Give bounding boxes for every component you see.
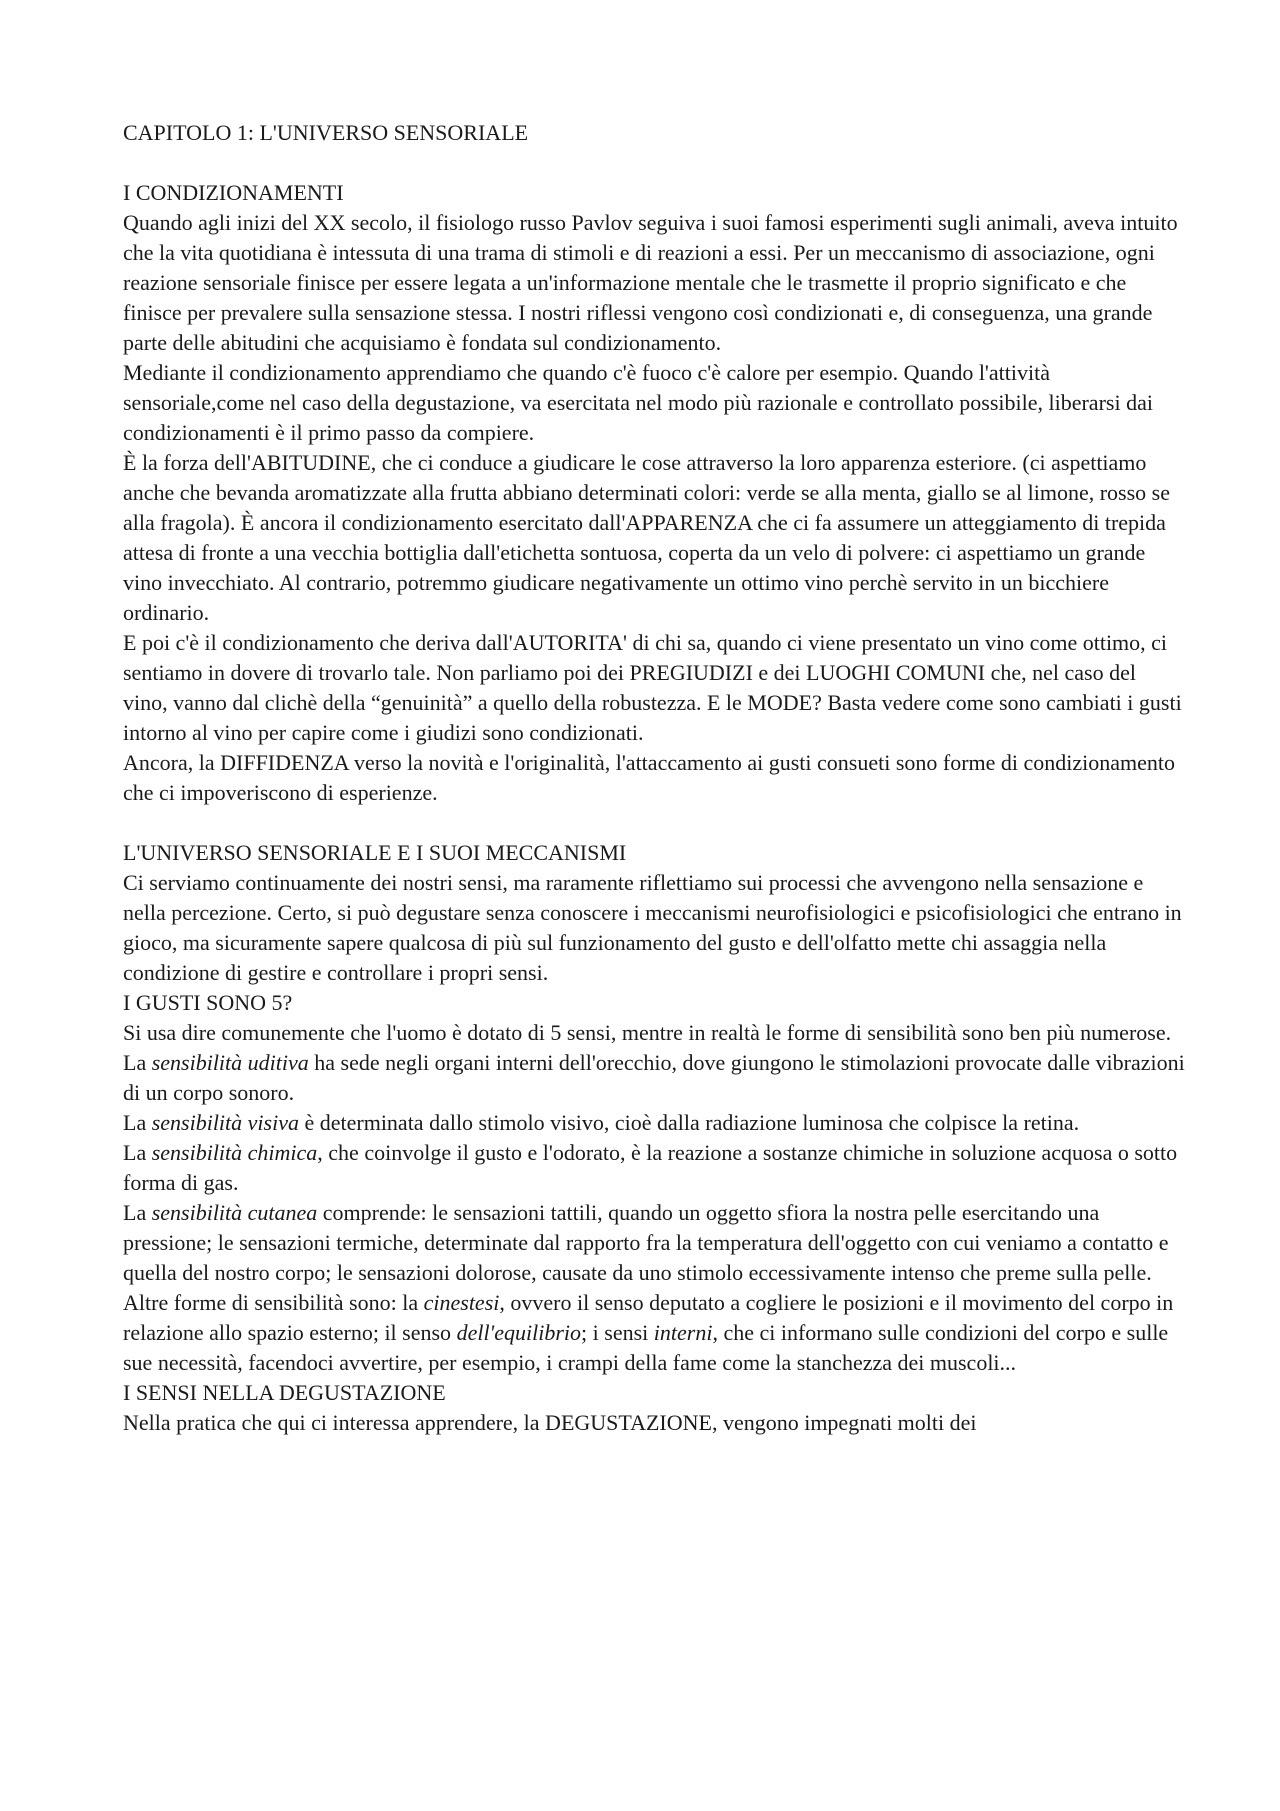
- section-heading-sensi-degustazione: I SENSI NELLA DEGUSTAZIONE: [123, 1380, 446, 1405]
- paragraph: Ci serviamo continuamente dei nostri sensi, ma raramente riflettiamo sui processi che avvengono nella sensazione e nella percezione. Certo, si può degustare senza conoscere i meccanismi neurofisiologici e psicofisiologici che entrano in gioco, ma sicuramente sapere qualcosa di più sul funzionamento del gusto e dell'olfatto mette chi assaggia nella condizione di gestire e controllare i propri sensi.: [123, 870, 1182, 985]
- text-span: , che ci informano sulle condizioni del corpo e sulle sue necessità, facendoci avvertire, per esempio, i crampi della fame come la stanchezza dei muscoli...: [123, 1320, 1169, 1375]
- document-page: [123, 118, 1185, 1438]
- paragraph-chimica: [123, 1138, 1185, 1198]
- paragraph: Si usa dire comunemente che l'uomo è dotato di 5 sensi, mentre in realtà le forme di sensibilità sono ben più numerose.: [123, 1020, 1172, 1045]
- paragraph-visiva: [123, 1108, 1185, 1138]
- term-italic: interni: [653, 1320, 713, 1345]
- paragraph-altre-forme: [123, 1288, 1185, 1378]
- text-span: La: [123, 1140, 152, 1165]
- text-span: La: [123, 1050, 152, 1075]
- text-span: La: [123, 1200, 152, 1225]
- text-span: La: [123, 1110, 152, 1135]
- term-italic: dell'equilibrio: [456, 1320, 582, 1345]
- paragraph: Quando agli inizi del XX secolo, il fisiologo russo Pavlov seguiva i suoi famosi esperimenti sugli animali, aveva intuito che la vita quotidiana è intessuta di una trama di stimoli e di reazioni a essi. Per un meccanismo di associazione, ogni reazione sensoriale finisce per essere legata a un'informazione mentale che le trasmette il proprio significato e che finisce per prevalere sulla sensazione stessa. I nostri riflessi vengono così condizionati e, di conseguenza, una grande parte delle abitudini che acquisiamo è fondata sul condizionamento.: [123, 210, 1178, 355]
- term-italic: sensibilità visiva: [151, 1110, 299, 1135]
- term-italic: cinestesi: [423, 1290, 500, 1315]
- text-span: Altre forme di sensibilità sono: la: [123, 1290, 424, 1315]
- text-span: , che coinvolge il gusto e l'odorato, è la reazione a sostanze chimiche in soluzione acquosa o sotto forma di gas.: [123, 1140, 1178, 1195]
- text-span: , ovvero il senso deputato a cogliere le posizioni e il movimento del corpo in relazione allo spazio esterno; il senso: [123, 1290, 1174, 1345]
- spacer: [123, 148, 1185, 178]
- section-heading-gusti: I GUSTI SONO 5?: [123, 990, 293, 1015]
- paragraph: Nella pratica che qui ci interessa apprendere, la DEGUSTAZIONE, vengono impegnati molti dei: [123, 1410, 977, 1435]
- term-italic: sensibilità chimica: [151, 1140, 318, 1165]
- paragraph: Mediante il condizionamento apprendiamo che quando c'è fuoco c'è calore per esempio. Quando l'attività sensoriale,come nel caso della degustazione, va esercitata nel modo più razionale e controllato possibile, liberarsi dai condizionamenti è il primo passo da compiere.: [123, 360, 1153, 445]
- section-heading-universo-sensoriale: L'UNIVERSO SENSORIALE E I SUOI MECCANISMI: [123, 840, 627, 865]
- text-span: ha sede negli organi interni dell'orecchio, dove giungono le stimolazioni provocate dalle vibrazioni di un corpo sonoro.: [123, 1050, 1185, 1105]
- text-span: comprende: le sensazioni tattili, quando un oggetto sfiora la nostra pelle esercitando una pressione; le sensazioni termiche, determinate dal rapporto fra la temperatura dell'oggetto con cui veniamo a contatto e quella del nostro corpo; le sensazioni dolorose, causate da uno stimolo eccessivamente intenso che preme sulla pelle.: [123, 1200, 1169, 1285]
- text-span: ; i sensi: [581, 1320, 654, 1345]
- paragraph-cutanea: [123, 1198, 1185, 1288]
- term-italic: sensibilità uditiva: [151, 1050, 309, 1075]
- text-span: è determinata dallo stimolo visivo, cioè dalla radiazione luminosa che colpisce la retina.: [298, 1110, 1080, 1135]
- paragraph: E poi c'è il condizionamento che deriva dall'AUTORITA' di chi sa, quando ci viene presentato un vino come ottimo, ci sentiamo in dovere di trovarlo tale. Non parliamo poi dei PREGIUDIZI e dei LUOGHI COMUNI che, nel caso del vino, vanno dal clichè della “genuinità” a quello della robustezza. E le MODE? Basta vedere come sono cambiati i gusti intorno al vino per capire come i giudizi sono condizionati.: [123, 630, 1182, 745]
- term-italic: sensibilità cutanea: [151, 1200, 318, 1225]
- section-heading-condizionamenti: I CONDIZIONAMENTI: [123, 180, 344, 205]
- paragraph-uditiva: [123, 1048, 1185, 1108]
- paragraph: È la forza dell'ABITUDINE, che ci conduce a giudicare le cose attraverso la loro apparenza esteriore. (ci aspettiamo anche che bevanda aromatizzate alla frutta abbiano determinati colori: verde se alla menta, giallo se al limone, rosso se alla fragola). È ancora il condizionamento esercitato dall'APPARENZA che ci fa assumere un atteggiamento di trepida attesa di fronte a una vecchia bottiglia dall'etichetta sontuosa, coperta da un velo di polvere: ci aspettiamo un grande vino invecchiato. Al contrario, potremmo giudicare negativamente un ottimo vino perchè servito in un bicchiere ordinario.: [123, 450, 1170, 625]
- chapter-title: CAPITOLO 1: L'UNIVERSO SENSORIALE: [123, 120, 529, 145]
- paragraph: Ancora, la DIFFIDENZA verso la novità e l'originalità, l'attaccamento ai gusti consueti sono forme di condizionamento che ci impoveriscono di esperienze.: [123, 750, 1176, 805]
- spacer: [123, 808, 1185, 838]
